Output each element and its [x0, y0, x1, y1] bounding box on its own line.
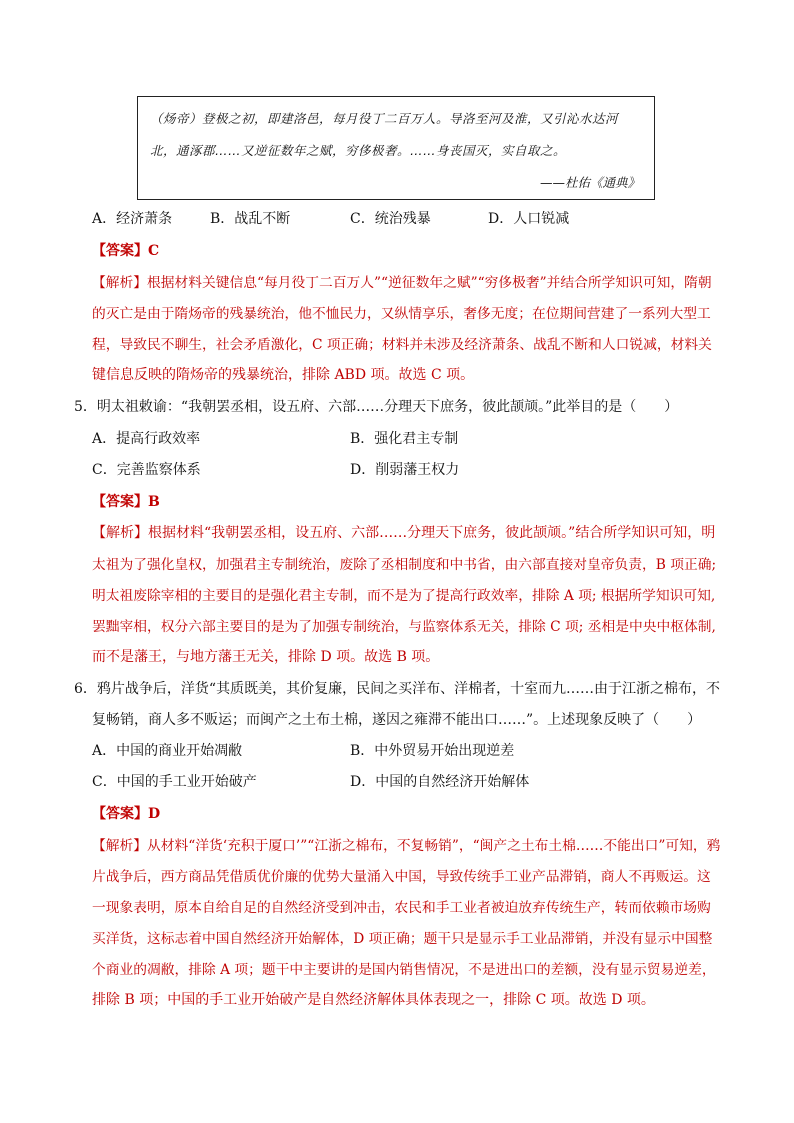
- quote-line-1: （炀帝）登极之初，即建洛邑，每月役丁二百万人。导洛至河及淮，又引沁水达河: [150, 111, 619, 126]
- q5-analysis-line-4: 罢黜宰相，权分六部主要目的是为了加强专制统治，与监察体系无关，排除 C 项; 丞相是中央中枢体制,: [92, 619, 716, 635]
- q6-analysis-line-4: 买洋货，这标志着中国自然经济开始解体，D 项正确；题干只是显示手工业品滞销，并没有显示中国整: [92, 931, 713, 947]
- q6-stem-line-1: 6．鸦片战争后，洋货“其质既美，其价复廉，民间之买洋布、洋棉者，十室而九……由于江浙之棉布，不: [74, 681, 721, 697]
- q6-answer: 【答案】D: [92, 806, 161, 822]
- q6-analysis-line-1: 【解析】从材料“洋货‘充积于厦口’”“江浙之棉布，不复畅销”，“闽产之土布土棉……不能出口”可知，鸦: [92, 838, 721, 854]
- q6-analysis-line-2: 片战争后，西方商品凭借质优价廉的优势大量涌入中国，导致传统手工业产品滞销，商人不再贩运。这: [92, 869, 711, 885]
- quote-line-2: 北，通涿郡……又逆征数年之赋，穷侈极奢。……身丧国灭，实自取之。: [150, 143, 567, 158]
- q5-stem: 5．明太祖敕谕：“我朝罢丞相，设五府、六部……分理天下庶务，彼此颉颃。”此举目的是（ ）: [74, 399, 679, 415]
- q5-option-c: C．完善监察体系: [92, 462, 201, 478]
- q4-analysis-line-4: 键信息反映的隋炀帝的残暴统治，排除 ABD 项。故选 C 项。: [92, 367, 475, 383]
- q4-analysis-line-3: 程，导致民不聊生，社会矛盾激化，C 项正确；材料并未涉及经济萧条、战乱不断和人口锐减，材料关: [92, 337, 712, 353]
- q4-option-b: B．战乱不断: [210, 211, 291, 227]
- q6-option-d: D．中国的自然经济开始解体: [350, 774, 530, 790]
- q6-option-b: B．中外贸易开始出现逆差: [350, 743, 515, 759]
- q4-analysis-line-2: 的灭亡是由于隋炀帝的残暴统治，他不恤民力，又纵情享乐，奢侈无度；在位期间营建了一系列大型工: [92, 306, 711, 322]
- quote-source: ——杜佑《通典》: [539, 175, 640, 190]
- q6-analysis-line-5: 个商业的凋敝，排除 A 项；题干中主要讲的是国内销售情况，不是进出口的差额，没有显示贸易逆差，: [92, 962, 716, 978]
- q6-option-c: C．中国的手工业开始破产: [92, 774, 257, 790]
- q5-option-a: A．提高行政效率: [92, 431, 201, 447]
- q5-answer: 【答案】B: [92, 494, 160, 510]
- q6-stem-line-2: 复畅销，商人多不贩运；而闽产之土布土棉，遂因之雍滞不能出口……”。上述现象反映了（ ）: [92, 712, 702, 728]
- q5-analysis-line-2: 太祖为了强化皇权，加强君主专制统治，废除了丞相制度和中书省，由六部直接对皇帝负责，B 项正确;: [92, 557, 717, 573]
- q4-analysis-line-1: 【解析】根据材料关键信息“每月役丁二百万人”“逆征数年之赋”“穷侈极奢”并结合所学知识可知，隋朝: [92, 275, 712, 291]
- q4-answer: 【答案】C: [92, 243, 160, 259]
- q4-option-d: D．人口锐减: [488, 211, 570, 227]
- q6-option-a: A．中国的商业开始凋敝: [92, 743, 243, 759]
- q6-analysis-line-6: 排除 B 项；中国的手工业开始破产是自然经济解体具体表现之一，排除 C 项。故选 D 项。: [92, 992, 655, 1008]
- q4-option-a: A．经济萧条: [92, 211, 173, 227]
- q5-option-b: B．强化君主专制: [350, 431, 459, 447]
- q5-analysis-line-5: 而不是藩王，与地方藩王无关，排除 D 项。故选 B 项。: [92, 649, 440, 665]
- q5-analysis-line-3: 明太祖废除宰相的主要目的是强化君主专制，而不是为了提高行政效率，排除 A 项; 根据所学知识可知,: [92, 588, 716, 604]
- q4-option-c: C．统治残暴: [350, 211, 431, 227]
- q5-analysis-line-1: 【解析】根据材料“我朝罢丞相，设五府、六部……分理天下庶务，彼此颉颃。”结合所学知识可知，明: [92, 525, 716, 541]
- q6-analysis-line-3: 一现象表明，原本自给自足的自然经济受到冲击，农民和手工业者被迫放弃传统生产，转而依赖市场购: [92, 900, 711, 916]
- q5-option-d: D．削弱藩王权力: [350, 462, 460, 478]
- source-quote-box: [137, 96, 655, 200]
